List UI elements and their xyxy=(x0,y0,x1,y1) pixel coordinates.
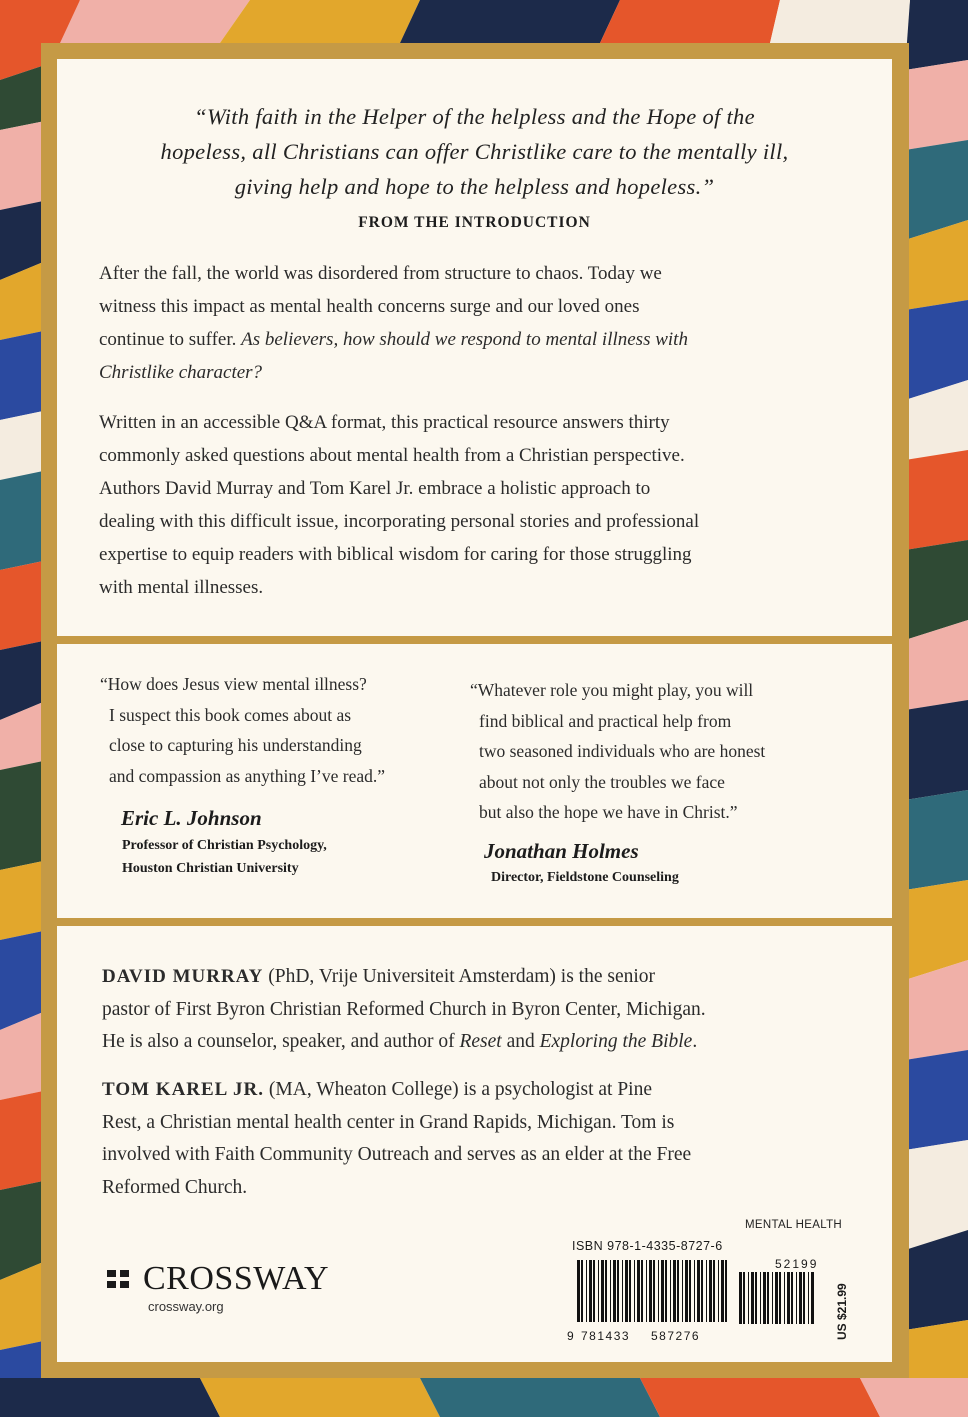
barcode-bar xyxy=(601,1260,604,1322)
endorser-name-holmes: Jonathan Holmes xyxy=(484,839,639,863)
barcode-bar xyxy=(799,1272,802,1324)
text-segment: He is also a counselor, speaker, and author of xyxy=(102,1031,460,1052)
barcode-bar xyxy=(646,1260,647,1322)
barcode-bar xyxy=(725,1260,727,1322)
endorser-name-johnson: Eric L. Johnson xyxy=(121,806,262,830)
book-title: Exploring the Bible xyxy=(539,1031,693,1052)
barcode-bar xyxy=(739,1272,742,1324)
barcode-bar xyxy=(670,1260,671,1322)
barcode-bar xyxy=(748,1272,749,1324)
barcode-bar xyxy=(709,1260,712,1322)
barcode-bar xyxy=(689,1260,691,1322)
publisher-name: CROSSWAY xyxy=(143,1260,330,1297)
barcode-bar xyxy=(653,1260,655,1322)
barcode-bar xyxy=(701,1260,703,1322)
barcode-bar xyxy=(629,1260,631,1322)
barcode-bar xyxy=(791,1272,793,1324)
barcode-main-bars xyxy=(577,1260,727,1322)
description-paragraph-1 xyxy=(99,257,862,389)
epigraph-quote xyxy=(57,99,892,204)
endorsement-quote-johnson xyxy=(100,669,385,791)
barcode-bar xyxy=(743,1272,745,1324)
barcode-bar xyxy=(713,1260,715,1322)
endorser-title-holmes xyxy=(491,866,679,889)
bio-david-murray xyxy=(102,961,872,1059)
barcode-bar xyxy=(767,1272,769,1324)
barcode-bar xyxy=(779,1272,781,1324)
barcode-digits-left: 781433 xyxy=(581,1329,631,1341)
text-line xyxy=(102,1074,872,1107)
text-segment: continue to suffer. xyxy=(99,329,242,350)
isbn-label: ISBN 978-1-4335-8727-6 xyxy=(572,1239,723,1253)
barcode-bar xyxy=(677,1260,679,1322)
publisher-url[interactable]: crossway.org xyxy=(148,1299,224,1314)
text-segment: and xyxy=(501,1031,540,1052)
barcode-bar xyxy=(796,1272,797,1324)
text-line xyxy=(102,961,872,994)
barcode-bar xyxy=(581,1260,583,1322)
barcode-bar xyxy=(641,1260,643,1322)
text-segment: (PhD, Vrije Universiteit Amsterdam) is the senior xyxy=(263,966,656,987)
author-name: DAVID MURRAY xyxy=(102,966,264,987)
text-line: dealing with this difficult issue, incorporating personal stories and professional xyxy=(99,511,700,532)
text-line: two seasoned individuals who are honest xyxy=(479,741,766,761)
text-line: and compassion as anything I’ve read.” xyxy=(109,765,386,786)
barcode-bar xyxy=(751,1272,754,1324)
text-line: involved with Faith Community Outreach and serves as an elder at the Free xyxy=(102,1144,692,1165)
barcode-bar xyxy=(634,1260,635,1322)
barcode-bar xyxy=(811,1272,814,1324)
book-title: Reset xyxy=(459,1031,502,1052)
bio-tom-karel xyxy=(102,1074,872,1204)
author-bios-panel xyxy=(54,923,895,1365)
author-name: TOM KAREL JR. xyxy=(102,1079,265,1100)
barcode-bar xyxy=(787,1272,790,1324)
description-panel xyxy=(54,56,895,639)
barcode-bar xyxy=(763,1272,766,1324)
barcode-bar xyxy=(808,1272,809,1324)
barcode-bar xyxy=(682,1260,683,1322)
epigraph-line: giving help and hope to the helpless and hopeless.” xyxy=(234,174,715,199)
barcode-bar xyxy=(617,1260,619,1322)
endorser-title-johnson xyxy=(122,834,327,880)
text-line: about not only the troubles we face xyxy=(479,771,725,792)
epigraph-line: “With faith in the Helper of the helpless and the Hope of the xyxy=(194,104,755,129)
barcode-bar xyxy=(665,1260,667,1322)
barcode-bar xyxy=(784,1272,785,1324)
price-text: US $21.99 xyxy=(835,1283,849,1340)
barcode-bar xyxy=(755,1272,757,1324)
barcode-bar xyxy=(637,1260,640,1322)
barcode-bar xyxy=(661,1260,664,1322)
text-line: pastor of First Byron Christian Reformed Church in Byron Center, Michigan. xyxy=(102,998,706,1020)
barcode xyxy=(567,1256,842,1341)
barcode-bar xyxy=(613,1260,616,1322)
barcode-bar xyxy=(622,1260,623,1322)
description-paragraph-2 xyxy=(99,406,862,604)
text-segment: . xyxy=(692,1031,698,1052)
barcode-addon-digits: 52199 xyxy=(775,1257,819,1271)
text-line: Written in an accessible Q&A format, this practical resource answers thirty xyxy=(99,412,670,433)
text-line: “How does Jesus view mental illness? xyxy=(100,674,367,694)
barcode-bar xyxy=(694,1260,695,1322)
barcode-bar xyxy=(598,1260,599,1322)
category-label: MENTAL HEALTH xyxy=(745,1219,842,1231)
barcode-bar xyxy=(718,1260,719,1322)
barcode-bar xyxy=(673,1260,676,1322)
epigraph-line: hopeless, all Christians can offer Christlike care to the mentally ill, xyxy=(160,139,789,164)
barcode-bar xyxy=(649,1260,652,1322)
barcode-bar xyxy=(610,1260,611,1322)
barcode-addon-bars xyxy=(739,1272,814,1324)
barcode-digit-prefix: 9 xyxy=(567,1329,574,1341)
text-line: I suspect this book comes about as xyxy=(109,704,352,725)
text-line xyxy=(99,323,862,356)
endorsement-quote-holmes xyxy=(470,675,765,828)
barcode-bar xyxy=(772,1272,773,1324)
barcode-bar xyxy=(685,1260,688,1322)
text-line: find biblical and practical help from xyxy=(479,710,732,731)
text-line: After the fall, the world was disordered from structure to chaos. Today we xyxy=(99,263,662,284)
text-line xyxy=(102,1026,872,1059)
crossway-logo xyxy=(107,1260,329,1298)
text-line: with mental illnesses. xyxy=(99,577,264,598)
epigraph-attribution: FROM THE INTRODUCTION xyxy=(358,214,591,231)
text-line: commonly asked questions about mental health from a Christian perspective. xyxy=(99,445,685,466)
barcode-bar xyxy=(605,1260,607,1322)
barcode-bar xyxy=(775,1272,778,1324)
barcode-bar xyxy=(625,1260,628,1322)
text-line: Director, Fieldstone Counseling xyxy=(491,870,679,885)
barcode-bar xyxy=(577,1260,580,1322)
endorsements-panel xyxy=(54,641,895,921)
barcode-bar xyxy=(721,1260,724,1322)
barcode-bar xyxy=(697,1260,700,1322)
barcode-bar xyxy=(593,1260,595,1322)
crossway-logo-icon xyxy=(107,1268,133,1290)
text-line: Houston Christian University xyxy=(122,861,299,876)
barcode-bar xyxy=(586,1260,587,1322)
text-line: Reformed Church. xyxy=(102,1176,248,1198)
italic-question: As believers, how should we respond to mental illness with xyxy=(241,329,688,350)
text-line: expertise to equip readers with biblical wisdom for caring for those struggling xyxy=(99,544,692,565)
price-label xyxy=(834,1268,850,1340)
text-line: close to capturing his understanding xyxy=(109,735,362,755)
barcode-digits-right: 587276 xyxy=(651,1329,701,1341)
barcode-bar xyxy=(706,1260,707,1322)
italic-question: Christlike character? xyxy=(99,362,263,383)
text-line: witness this impact as mental health concerns surge and our loved ones xyxy=(99,296,640,317)
text-segment: (MA, Wheaton College) is a psychologist at Pine xyxy=(264,1079,652,1100)
text-line: Professor of Christian Psychology, xyxy=(122,838,327,853)
text-line: Authors David Murray and Tom Karel Jr. embrace a holistic approach to xyxy=(99,478,651,499)
text-line: “Whatever role you might play, you will xyxy=(470,680,754,700)
barcode-bar xyxy=(658,1260,659,1322)
text-line: Rest, a Christian mental health center in Grand Rapids, Michigan. Tom is xyxy=(102,1111,675,1133)
barcode-bar xyxy=(760,1272,761,1324)
barcode-bar xyxy=(589,1260,592,1322)
barcode-bar xyxy=(803,1272,805,1324)
text-line: but also the hope we have in Christ.” xyxy=(479,802,738,822)
